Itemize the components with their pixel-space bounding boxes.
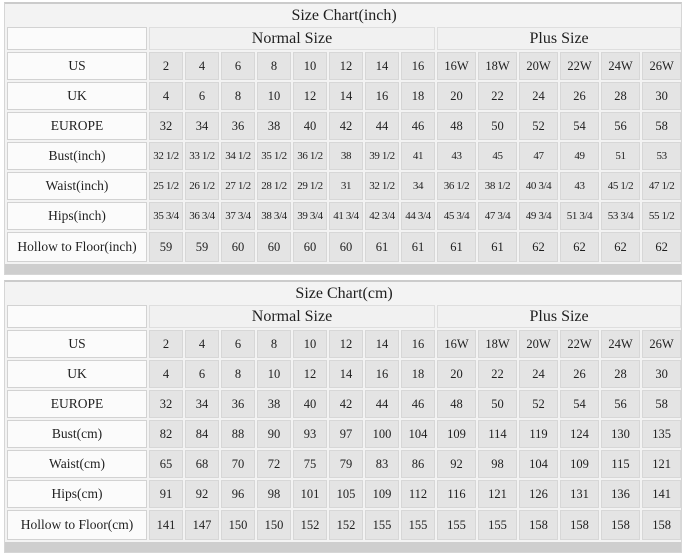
table-row [7,420,681,448]
size-cell: 6 [185,360,219,388]
size-cell: 152 [329,510,363,540]
size-cell: 43 [560,172,599,200]
row-label: UK [7,82,147,110]
size-cell: 56 [601,390,640,418]
size-cell: 42 3/4 [365,202,399,230]
size-cell: 32 [149,112,183,140]
size-cell: 38 1/2 [478,172,517,200]
size-cell: 32 1/2 [149,142,183,170]
size-cell: 18W [478,52,517,80]
size-cell: 12 [329,330,363,358]
corner-cell [7,27,147,50]
size-cell: 30 [642,360,681,388]
size-cell: 48 [437,112,476,140]
size-cell: 24W [601,330,640,358]
column-group-normal: Normal Size [149,27,435,50]
size-cell: 50 [478,112,517,140]
size-cell: 26 1/2 [185,172,219,200]
size-cell: 41 [401,142,435,170]
size-cell: 135 [642,420,681,448]
size-cell: 35 3/4 [149,202,183,230]
size-cell: 20W [519,330,558,358]
size-cell: 152 [293,510,327,540]
size-cell: 14 [329,82,363,110]
row-label: UK [7,360,147,388]
table-row [7,330,681,358]
size-cell: 75 [293,450,327,478]
size-cell: 119 [519,420,558,448]
table-row [7,142,681,170]
size-cell: 68 [185,450,219,478]
size-cell: 130 [601,420,640,448]
size-cell: 109 [437,420,476,448]
size-cell: 131 [560,480,599,508]
size-cell: 72 [257,450,291,478]
size-cell: 4 [149,360,183,388]
size-cell: 84 [185,420,219,448]
size-cell: 36 3/4 [185,202,219,230]
size-cell: 28 [601,82,640,110]
size-cell: 34 [185,112,219,140]
table-row [7,82,681,110]
size-cell: 12 [329,52,363,80]
size-cell: 114 [478,420,517,448]
size-cell: 22W [560,330,599,358]
size-cell: 47 3/4 [478,202,517,230]
size-cell: 91 [149,480,183,508]
size-cell: 47 [519,142,558,170]
size-cell: 38 [257,112,291,140]
size-cell: 44 3/4 [401,202,435,230]
size-cell: 121 [478,480,517,508]
table-row [7,480,681,508]
table-row [7,360,681,388]
size-cell: 2 [149,330,183,358]
size-cell: 54 [560,112,599,140]
size-cell: 41 3/4 [329,202,363,230]
row-label: US [7,52,147,80]
size-cell: 92 [185,480,219,508]
size-cell: 51 [601,142,640,170]
size-cell: 136 [601,480,640,508]
size-cell: 18 [401,82,435,110]
size-cell: 33 1/2 [185,142,219,170]
size-cell: 97 [329,420,363,448]
size-cell: 150 [257,510,291,540]
size-cell: 70 [221,450,255,478]
size-cell: 6 [221,330,255,358]
size-cell: 83 [365,450,399,478]
size-cell: 92 [437,450,476,478]
size-cell: 38 [329,142,363,170]
size-cell: 22W [560,52,599,80]
size-cell: 37 3/4 [221,202,255,230]
row-label: EUROPE [7,112,147,140]
size-cell: 27 1/2 [221,172,255,200]
size-cell: 34 [401,172,435,200]
column-group-plus: Plus Size [437,305,681,328]
size-cell: 16 [365,360,399,388]
size-cell: 115 [601,450,640,478]
size-cell: 36 [221,390,255,418]
row-label: Waist(inch) [7,172,147,200]
table-row [7,390,681,418]
size-cell: 43 [437,142,476,170]
size-cell: 60 [221,232,255,262]
size-cell: 52 [519,390,558,418]
size-cell: 45 1/2 [601,172,640,200]
size-cell: 155 [437,510,476,540]
size-cell: 47 1/2 [642,172,681,200]
table-row [7,112,681,140]
size-cell: 36 1/2 [437,172,476,200]
size-cell: 53 [642,142,681,170]
size-cell: 10 [257,360,291,388]
size-cell: 8 [257,52,291,80]
panel-bottom-band [5,542,681,552]
size-cell: 29 1/2 [293,172,327,200]
row-label: Bust(inch) [7,142,147,170]
size-cell: 59 [185,232,219,262]
size-cell: 147 [185,510,219,540]
size-chart-cm-panel [4,280,682,553]
size-cell: 58 [642,390,681,418]
table-row [7,232,681,262]
size-cell: 105 [329,480,363,508]
table-row [7,202,681,230]
size-cell: 36 1/2 [293,142,327,170]
size-cell: 141 [149,510,183,540]
size-cell: 62 [601,232,640,262]
size-cell: 4 [185,52,219,80]
size-cell: 60 [293,232,327,262]
size-cell: 16 [401,330,435,358]
size-cell: 158 [560,510,599,540]
size-cell: 25 1/2 [149,172,183,200]
size-cell: 158 [601,510,640,540]
size-cell: 10 [293,52,327,80]
size-cell: 109 [365,480,399,508]
size-cell: 60 [257,232,291,262]
size-cell: 51 3/4 [560,202,599,230]
size-cell: 24 [519,82,558,110]
size-cell: 8 [221,360,255,388]
size-cell: 104 [401,420,435,448]
size-cell: 49 [560,142,599,170]
size-cell: 28 [601,360,640,388]
size-cell: 90 [257,420,291,448]
size-cell: 12 [293,360,327,388]
size-cell: 22 [478,82,517,110]
size-cell: 150 [221,510,255,540]
size-cell: 36 [221,112,255,140]
size-cell: 14 [329,360,363,388]
size-cell: 158 [642,510,681,540]
size-cell: 109 [560,450,599,478]
size-cell: 12 [293,82,327,110]
size-cell: 126 [519,480,558,508]
size-cell: 34 [185,390,219,418]
size-cell: 53 3/4 [601,202,640,230]
size-cell: 58 [642,112,681,140]
size-cell: 30 [642,82,681,110]
size-cell: 52 [519,112,558,140]
size-cell: 86 [401,450,435,478]
size-chart-inch-panel [4,2,682,275]
size-cell: 14 [365,52,399,80]
size-cell: 10 [257,82,291,110]
size-cell: 8 [221,82,255,110]
size-cell: 28 1/2 [257,172,291,200]
size-cell: 26W [642,330,681,358]
size-cell: 96 [221,480,255,508]
size-cell: 42 [329,390,363,418]
size-cell: 6 [185,82,219,110]
size-cell: 48 [437,390,476,418]
size-cell: 26 [560,82,599,110]
size-cell: 62 [560,232,599,262]
size-cell: 79 [329,450,363,478]
size-cell: 4 [185,330,219,358]
size-cell: 40 [293,390,327,418]
size-cell: 50 [478,390,517,418]
row-label: EUROPE [7,390,147,418]
size-cell: 62 [519,232,558,262]
size-cell: 20 [437,82,476,110]
size-cell: 40 3/4 [519,172,558,200]
size-cell: 46 [401,390,435,418]
size-cell: 45 3/4 [437,202,476,230]
table-row [7,52,681,80]
size-cell: 44 [365,112,399,140]
size-cell: 4 [149,82,183,110]
size-cell: 82 [149,420,183,448]
size-cell: 24 [519,360,558,388]
size-cell: 104 [519,450,558,478]
size-cell: 101 [293,480,327,508]
row-label: Hollow to Floor(cm) [7,510,147,540]
size-cell: 42 [329,112,363,140]
size-cell: 32 [149,390,183,418]
size-cell: 88 [221,420,255,448]
size-cell: 56 [601,112,640,140]
size-cell: 61 [365,232,399,262]
size-cell: 16W [437,330,476,358]
size-cell: 38 3/4 [257,202,291,230]
size-cell: 100 [365,420,399,448]
size-cell: 6 [221,52,255,80]
size-cell: 38 [257,390,291,418]
size-cell: 26 [560,360,599,388]
panel-bottom-band [5,264,681,274]
size-cell: 60 [329,232,363,262]
size-cell: 31 [329,172,363,200]
size-cell: 121 [642,450,681,478]
size-cell: 98 [257,480,291,508]
size-cell: 16W [437,52,476,80]
size-cell: 18W [478,330,517,358]
size-cell: 93 [293,420,327,448]
row-label: Bust(cm) [7,420,147,448]
size-cell: 10 [293,330,327,358]
size-cell: 22 [478,360,517,388]
size-cell: 61 [401,232,435,262]
size-cell: 46 [401,112,435,140]
size-chart-inch-table [5,4,683,264]
size-cell: 18 [401,360,435,388]
table-row [7,172,681,200]
corner-cell [7,305,147,328]
size-cell: 116 [437,480,476,508]
size-cell: 40 [293,112,327,140]
size-cell: 98 [478,450,517,478]
column-group-plus: Plus Size [437,27,681,50]
size-cell: 2 [149,52,183,80]
size-cell: 49 3/4 [519,202,558,230]
size-cell: 34 1/2 [221,142,255,170]
size-cell: 16 [401,52,435,80]
size-cell: 20 [437,360,476,388]
size-cell: 112 [401,480,435,508]
size-cell: 44 [365,390,399,418]
size-cell: 61 [437,232,476,262]
column-group-normal: Normal Size [149,305,435,328]
size-cell: 141 [642,480,681,508]
size-cell: 39 1/2 [365,142,399,170]
size-chart-cm-table [5,282,683,542]
size-cell: 8 [257,330,291,358]
size-cell: 16 [365,82,399,110]
size-cell: 155 [365,510,399,540]
chart-title: Size Chart(inch) [291,6,397,24]
size-cell: 45 [478,142,517,170]
size-cell: 124 [560,420,599,448]
size-cell: 32 1/2 [365,172,399,200]
size-cell: 62 [642,232,681,262]
size-cell: 61 [478,232,517,262]
size-cell: 35 1/2 [257,142,291,170]
size-cell: 155 [401,510,435,540]
size-cell: 14 [365,330,399,358]
size-cell: 26W [642,52,681,80]
size-cell: 55 1/2 [642,202,681,230]
row-label: US [7,330,147,358]
row-label: Hollow to Floor(inch) [7,232,147,262]
row-label: Waist(cm) [7,450,147,478]
table-row [7,450,681,478]
size-cell: 65 [149,450,183,478]
size-cell: 158 [519,510,558,540]
size-cell: 24W [601,52,640,80]
size-cell: 59 [149,232,183,262]
table-row [7,510,681,540]
row-label: Hips(inch) [7,202,147,230]
chart-title: Size Chart(cm) [295,284,393,302]
size-cell: 54 [560,390,599,418]
row-label: Hips(cm) [7,480,147,508]
size-cell: 20W [519,52,558,80]
size-cell: 155 [478,510,517,540]
size-cell: 39 3/4 [293,202,327,230]
